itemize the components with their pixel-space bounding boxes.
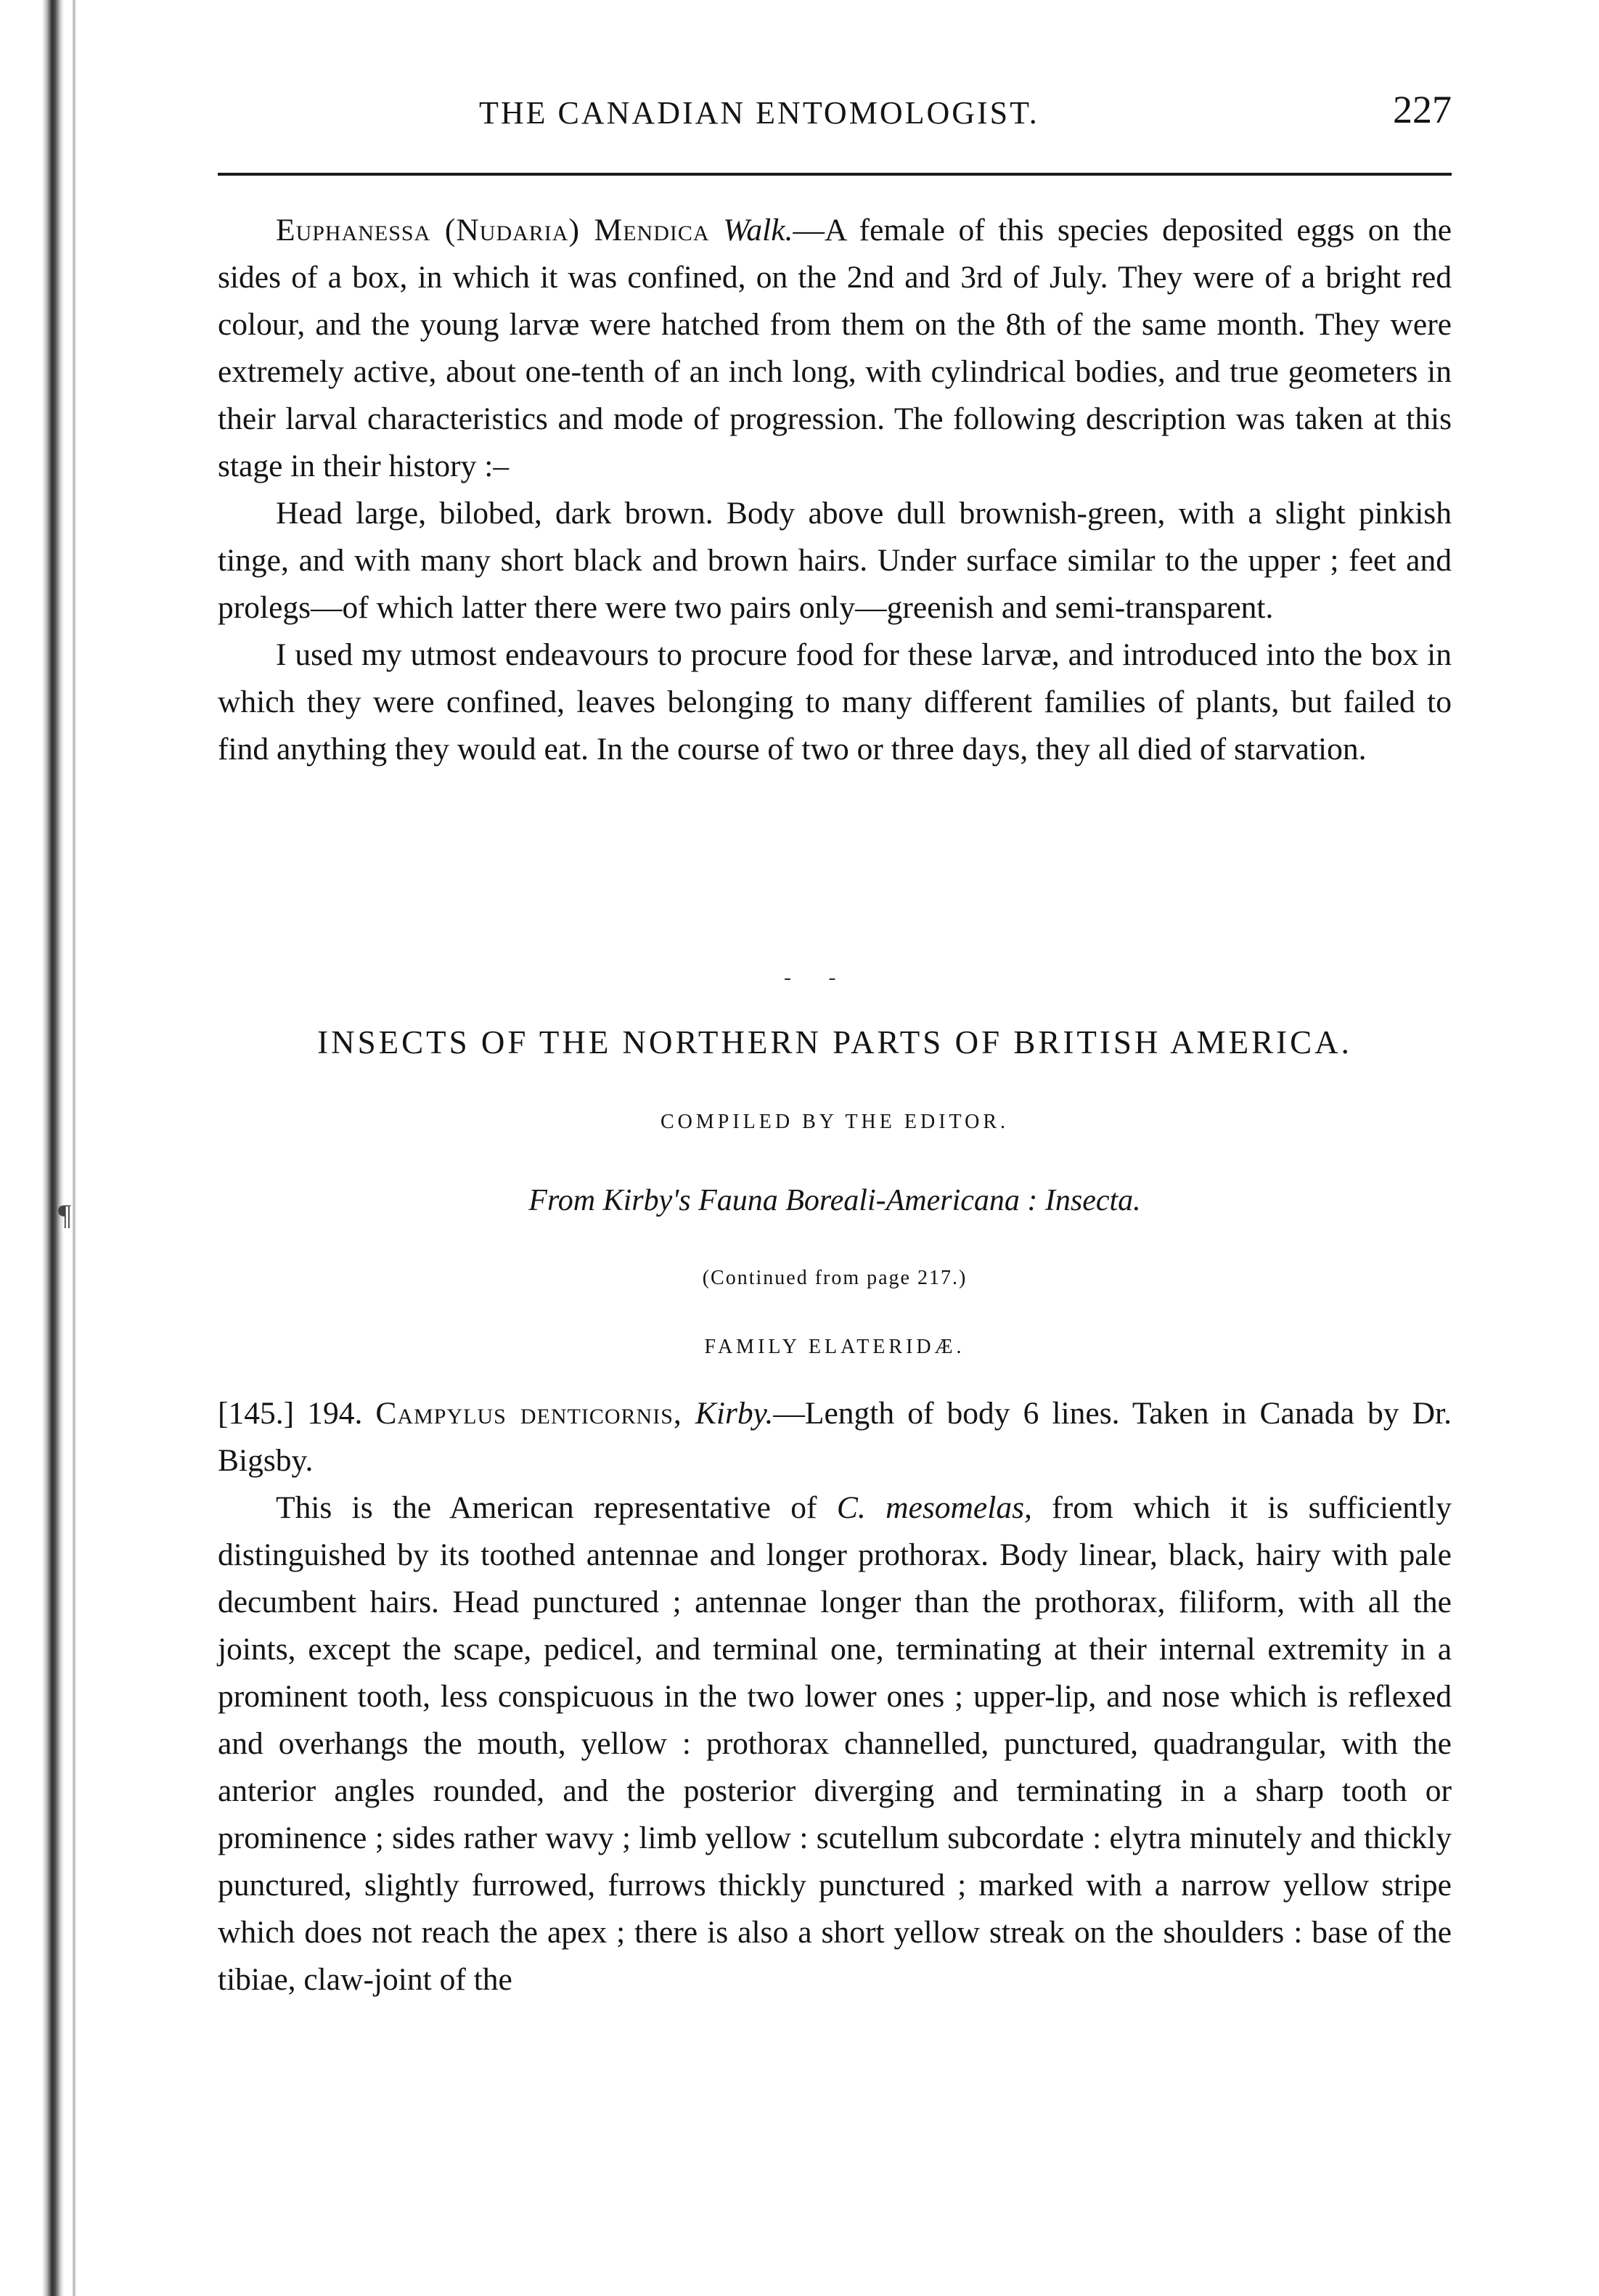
note-paragraph-2: Head large, bilobed, dark brown. Body above dull brownish-green, with a slight pinkish tinge, and with many short black and brown hairs. Under surface similar to the upper ; feet and prolegs—of which latter there were two pairs only—greenish and semi-transparent.	[218, 496, 1452, 625]
page	[218, 0, 1452, 2296]
margin-mark: ¶	[58, 1198, 72, 1231]
header-rule	[218, 173, 1452, 176]
entry-paragraph-2-start: This is the American representative of	[276, 1490, 817, 1525]
entry-paragraph-2-text: from which it is sufficiently distinguished by its toothed antennae and longer prothorax. Body linear, black, hairy with pale decumbent hairs. Head punctured ; antennae longer than the prothorax, filiform, with all the joints, except the scape, pedicel, and terminal one, terminating at their internal extremity in a prominent tooth, less conspicuous in the two lower ones ; upper-lip, and nose which is reflexed and overhangs the mouth, yellow : prothorax channelled, punctured, quadrangular, with the anterior angles rounded, and the posterior diverging and terminating in a sharp tooth or prominence ; sides rather wavy ; limb yellow : scutellum subcordate : elytra minutely and thickly punctured, slightly furrowed, furrows thickly punctured ; marked with a narrow yellow stripe which does not reach the apex ; there is also a short yellow streak on the shoulders : base of the tibiae, claw-joint of the	[218, 1490, 1452, 1997]
continued-note: (Continued from page 217.)	[702, 1267, 968, 1289]
source-line: From Kirby's Fauna Boreali-Americana : Insecta.	[528, 1184, 1141, 1217]
section-separator: - -	[784, 965, 852, 989]
compiled-by: COMPILED BY THE EDITOR.	[660, 1111, 1010, 1133]
note-paragraph-3: I used my utmost endeavours to procure food for these larvæ, and introduced into the box in which they were confined, leaves belonging to many different families of plants, but failed to find anything they would eat. In the course of two or three days, they all died of starvation.	[218, 637, 1452, 767]
note-paragraph-1	[218, 207, 1452, 490]
page-edge-shadow	[73, 0, 75, 2296]
book-spine-shadow	[42, 0, 64, 2296]
article-title: INSECTS OF THE NORTHERN PARTS OF BRITISH AMERICA.	[317, 1024, 1352, 1061]
entry-paragraph-2	[218, 1484, 1452, 2003]
species-author: Walk.	[723, 213, 793, 248]
entry-paragraph-1-text: —Length of body 6 lines. Taken in Canada by Dr. Bigsby.	[218, 1396, 1452, 1478]
note-paragraph-1-text: —A female of this species deposited eggs on the sides of a box, in which it was confined, on the 2nd and 3rd of July. They were of a bright red colour, and the young larvæ were hatched from them on the 8th of the same month. They were extremely active, about one-tenth of an inch long, with cylindrical bodies, and true geometers in their larval characteristics and mode of progression. The following description was taken at this stage in their history :–	[218, 213, 1452, 483]
family-heading: FAMILY ELATERIDÆ.	[704, 1336, 965, 1358]
page-number: 227	[1393, 88, 1452, 131]
running-head	[218, 87, 1452, 152]
species-name: Euphanessa (Nudaria) Mendica	[276, 213, 710, 248]
note-text	[218, 207, 1452, 773]
running-title: THE CANADIAN ENTOMOLOGIST.	[479, 95, 1039, 131]
entry-text	[218, 1390, 1452, 2003]
entry-author: Kirby.	[695, 1396, 774, 1431]
entry-compared-species: C. mesomelas,	[836, 1490, 1032, 1525]
entry-numbers: [145.] 194.	[218, 1396, 363, 1431]
entry-species: Campylus denticornis,	[375, 1396, 682, 1431]
entry-paragraph-1	[218, 1390, 1452, 1484]
